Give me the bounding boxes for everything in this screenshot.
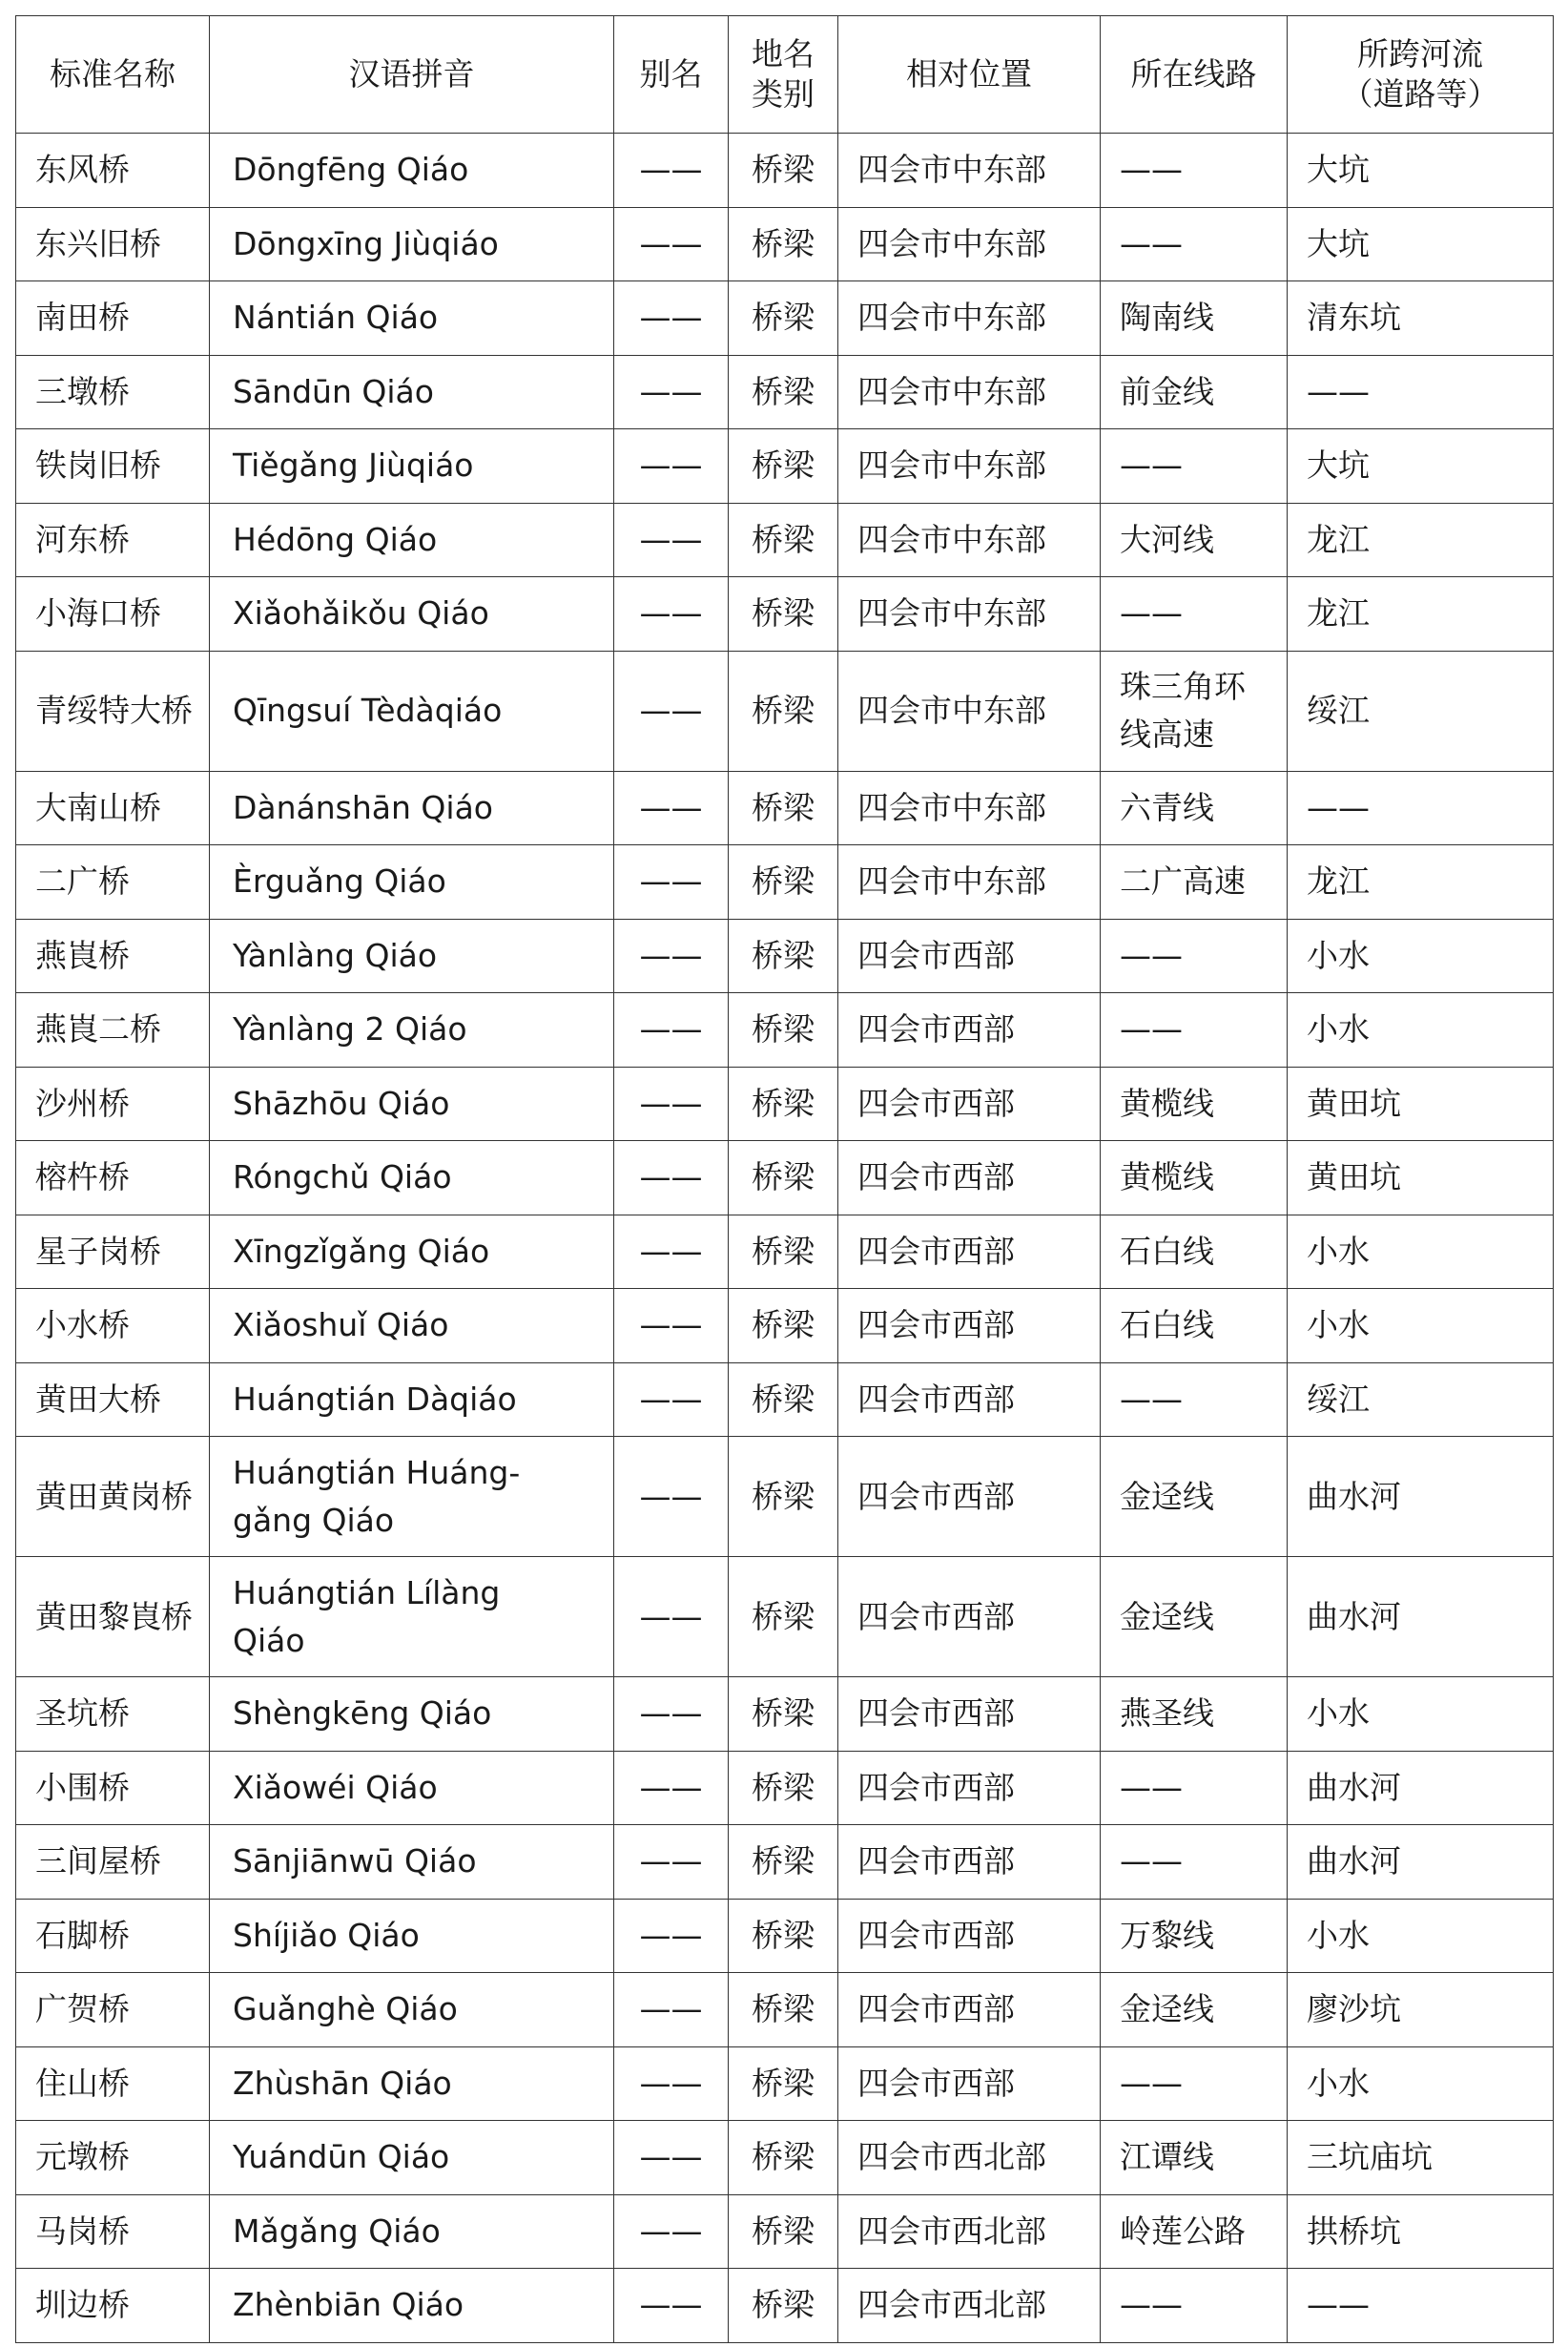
- cell-alias: ——: [614, 1437, 729, 1557]
- cell-standard-name: 二广桥: [16, 845, 210, 920]
- cell-pinyin: Guǎnghè Qiáo: [210, 1973, 614, 2047]
- cell-location: 四会市中东部: [838, 651, 1101, 771]
- table-row: [16, 134, 1554, 208]
- cell-crossing: 曲水河: [1288, 1437, 1554, 1557]
- cell-category: 桥梁: [729, 2121, 838, 2195]
- cell-route: ——: [1101, 1362, 1288, 1437]
- cell-category: 桥梁: [729, 281, 838, 356]
- place-name-table: [15, 15, 1554, 2343]
- cell-alias: ——: [614, 207, 729, 281]
- cell-location: 四会市西部: [838, 1437, 1101, 1557]
- cell-pinyin: Xiǎohǎikǒu Qiáo: [210, 577, 614, 652]
- table-row: [16, 1677, 1554, 1752]
- cell-pinyin: Yànlàng 2 Qiáo: [210, 993, 614, 1068]
- cell-alias: ——: [614, 1677, 729, 1752]
- table-row: [16, 1141, 1554, 1215]
- cell-category: 桥梁: [729, 1215, 838, 1289]
- table-row: [16, 1289, 1554, 1363]
- cell-category: 桥梁: [729, 919, 838, 993]
- cell-standard-name: 大南山桥: [16, 771, 210, 845]
- cell-category: 桥梁: [729, 207, 838, 281]
- cell-alias: ——: [614, 2046, 729, 2121]
- cell-route: 六青线: [1101, 771, 1288, 845]
- table-row: [16, 993, 1554, 1068]
- cell-route: ——: [1101, 577, 1288, 652]
- table-row: [16, 207, 1554, 281]
- cell-crossing: 曲水河: [1288, 1751, 1554, 1825]
- cell-route: ——: [1101, 993, 1288, 1068]
- cell-category: 桥梁: [729, 1751, 838, 1825]
- cell-category: 桥梁: [729, 1677, 838, 1752]
- cell-alias: ——: [614, 993, 729, 1068]
- table-row: [16, 1825, 1554, 1900]
- table-row: [16, 577, 1554, 652]
- cell-crossing: 小水: [1288, 1899, 1554, 1973]
- cell-crossing: 大坑: [1288, 134, 1554, 208]
- cell-pinyin: Sāndūn Qiáo: [210, 355, 614, 429]
- cell-alias: ——: [614, 1825, 729, 1900]
- cell-pinyin: Qīngsuí Tèdàqiáo: [210, 651, 614, 771]
- cell-crossing: 曲水河: [1288, 1557, 1554, 1677]
- cell-alias: ——: [614, 503, 729, 577]
- cell-crossing: 小水: [1288, 993, 1554, 1068]
- cell-crossing: ——: [1288, 2269, 1554, 2343]
- cell-pinyin: Yànlàng Qiáo: [210, 919, 614, 993]
- cell-category: 桥梁: [729, 1362, 838, 1437]
- cell-category: 桥梁: [729, 1289, 838, 1363]
- cell-crossing: 黄田坑: [1288, 1141, 1554, 1215]
- cell-location: 四会市中东部: [838, 355, 1101, 429]
- cell-location: 四会市西部: [838, 2046, 1101, 2121]
- cell-category: 桥梁: [729, 2046, 838, 2121]
- cell-location: 四会市西部: [838, 1677, 1101, 1752]
- cell-alias: ——: [614, 355, 729, 429]
- header-alias: 别名: [614, 16, 729, 134]
- cell-alias: ——: [614, 1557, 729, 1677]
- table-row: [16, 429, 1554, 504]
- cell-pinyin: Dōngfēng Qiáo: [210, 134, 614, 208]
- table-row: [16, 355, 1554, 429]
- cell-crossing: 廖沙坑: [1288, 1973, 1554, 2047]
- cell-crossing: 小水: [1288, 1289, 1554, 1363]
- cell-route: ——: [1101, 2269, 1288, 2343]
- header-crossing: 所跨河流 （道路等）: [1288, 16, 1554, 134]
- header-pinyin: 汉语拼音: [210, 16, 614, 134]
- cell-route: 大河线: [1101, 503, 1288, 577]
- cell-route: ——: [1101, 1825, 1288, 1900]
- cell-category: 桥梁: [729, 2269, 838, 2343]
- cell-route: 二广高速: [1101, 845, 1288, 920]
- cell-alias: ——: [614, 429, 729, 504]
- cell-standard-name: 铁岗旧桥: [16, 429, 210, 504]
- cell-route: 金迳线: [1101, 1557, 1288, 1677]
- cell-category: 桥梁: [729, 993, 838, 1068]
- cell-category: 桥梁: [729, 771, 838, 845]
- cell-standard-name: 小海口桥: [16, 577, 210, 652]
- cell-location: 四会市中东部: [838, 771, 1101, 845]
- cell-standard-name: 黄田黄岗桥: [16, 1437, 210, 1557]
- cell-alias: ——: [614, 919, 729, 993]
- table-row: [16, 919, 1554, 993]
- cell-pinyin: Sānjiānwū Qiáo: [210, 1825, 614, 1900]
- table-row: [16, 2121, 1554, 2195]
- cell-crossing: 龙江: [1288, 845, 1554, 920]
- cell-standard-name: 元墩桥: [16, 2121, 210, 2195]
- cell-category: 桥梁: [729, 651, 838, 771]
- cell-standard-name: 榕杵桥: [16, 1141, 210, 1215]
- header-location: 相对位置: [838, 16, 1101, 134]
- cell-route: ——: [1101, 2046, 1288, 2121]
- table-row: [16, 1973, 1554, 2047]
- cell-location: 四会市中东部: [838, 281, 1101, 356]
- cell-category: 桥梁: [729, 429, 838, 504]
- table-row: [16, 2046, 1554, 2121]
- cell-crossing: 龙江: [1288, 503, 1554, 577]
- cell-pinyin: Dànánshān Qiáo: [210, 771, 614, 845]
- cell-crossing: 小水: [1288, 919, 1554, 993]
- cell-pinyin: Hédōng Qiáo: [210, 503, 614, 577]
- cell-alias: ——: [614, 1973, 729, 2047]
- cell-location: 四会市中东部: [838, 845, 1101, 920]
- cell-category: 桥梁: [729, 577, 838, 652]
- table-row: [16, 1751, 1554, 1825]
- table-row: [16, 503, 1554, 577]
- cell-pinyin: Shèngkēng Qiáo: [210, 1677, 614, 1752]
- cell-category: 桥梁: [729, 1973, 838, 2047]
- cell-alias: ——: [614, 1751, 729, 1825]
- cell-alias: ——: [614, 771, 729, 845]
- cell-standard-name: 河东桥: [16, 503, 210, 577]
- header-route: 所在线路: [1101, 16, 1288, 134]
- cell-location: 四会市中东部: [838, 577, 1101, 652]
- cell-pinyin: Shāzhōu Qiáo: [210, 1067, 614, 1141]
- cell-route: 黄榄线: [1101, 1067, 1288, 1141]
- cell-location: 四会市西部: [838, 1289, 1101, 1363]
- cell-alias: ——: [614, 1362, 729, 1437]
- cell-pinyin: Mǎgǎng Qiáo: [210, 2194, 614, 2269]
- table-row: [16, 1437, 1554, 1557]
- cell-alias: ——: [614, 2121, 729, 2195]
- cell-category: 桥梁: [729, 355, 838, 429]
- cell-category: 桥梁: [729, 1437, 838, 1557]
- cell-pinyin: Xiǎoshuǐ Qiáo: [210, 1289, 614, 1363]
- cell-location: 四会市西北部: [838, 2269, 1101, 2343]
- table-row: [16, 1067, 1554, 1141]
- cell-pinyin: Dōngxīng Jiùqiáo: [210, 207, 614, 281]
- cell-location: 四会市西北部: [838, 2121, 1101, 2195]
- cell-category: 桥梁: [729, 1899, 838, 1973]
- cell-crossing: ——: [1288, 355, 1554, 429]
- cell-alias: ——: [614, 1067, 729, 1141]
- cell-crossing: 黄田坑: [1288, 1067, 1554, 1141]
- cell-crossing: 小水: [1288, 1677, 1554, 1752]
- table-row: [16, 1215, 1554, 1289]
- table-row: [16, 651, 1554, 771]
- cell-location: 四会市西部: [838, 1825, 1101, 1900]
- cell-pinyin: Huángtián Huáng-gǎng Qiáo: [210, 1437, 614, 1557]
- cell-standard-name: 青绥特大桥: [16, 651, 210, 771]
- cell-alias: ——: [614, 845, 729, 920]
- cell-standard-name: 圳边桥: [16, 2269, 210, 2343]
- cell-location: 四会市中东部: [838, 207, 1101, 281]
- header-standard-name: 标准名称: [16, 16, 210, 134]
- cell-route: ——: [1101, 429, 1288, 504]
- cell-location: 四会市西部: [838, 1215, 1101, 1289]
- cell-location: 四会市西部: [838, 993, 1101, 1068]
- cell-location: 四会市西部: [838, 1067, 1101, 1141]
- cell-location: 四会市西部: [838, 1557, 1101, 1677]
- cell-crossing: 大坑: [1288, 429, 1554, 504]
- cell-route: 岭莲公路: [1101, 2194, 1288, 2269]
- cell-standard-name: 广贺桥: [16, 1973, 210, 2047]
- cell-alias: ——: [614, 2269, 729, 2343]
- table-row: [16, 2269, 1554, 2343]
- cell-alias: ——: [614, 281, 729, 356]
- cell-standard-name: 南田桥: [16, 281, 210, 356]
- cell-alias: ——: [614, 1899, 729, 1973]
- cell-standard-name: 三墩桥: [16, 355, 210, 429]
- cell-crossing: 曲水河: [1288, 1825, 1554, 1900]
- cell-route: 金迳线: [1101, 1973, 1288, 2047]
- cell-category: 桥梁: [729, 1825, 838, 1900]
- cell-category: 桥梁: [729, 1067, 838, 1141]
- cell-route: 万黎线: [1101, 1899, 1288, 1973]
- table-row: [16, 1899, 1554, 1973]
- cell-alias: ——: [614, 134, 729, 208]
- cell-route: 江谭线: [1101, 2121, 1288, 2195]
- cell-category: 桥梁: [729, 845, 838, 920]
- cell-standard-name: 黄田黎崀桥: [16, 1557, 210, 1677]
- cell-route: 黄榄线: [1101, 1141, 1288, 1215]
- cell-route: 珠三角环线高速: [1101, 651, 1288, 771]
- cell-standard-name: 小围桥: [16, 1751, 210, 1825]
- cell-pinyin: Èrguǎng Qiáo: [210, 845, 614, 920]
- cell-standard-name: 东兴旧桥: [16, 207, 210, 281]
- cell-pinyin: Huángtián Dàqiáo: [210, 1362, 614, 1437]
- cell-crossing: 小水: [1288, 1215, 1554, 1289]
- table-row: [16, 1362, 1554, 1437]
- header-row: [16, 16, 1554, 134]
- cell-route: ——: [1101, 1751, 1288, 1825]
- cell-crossing: 小水: [1288, 2046, 1554, 2121]
- cell-location: 四会市西部: [838, 1362, 1101, 1437]
- cell-location: 四会市西北部: [838, 2194, 1101, 2269]
- cell-pinyin: Xīngzǐgǎng Qiáo: [210, 1215, 614, 1289]
- cell-pinyin: Shíjiǎo Qiáo: [210, 1899, 614, 1973]
- table-row: [16, 2194, 1554, 2269]
- cell-alias: ——: [614, 1215, 729, 1289]
- cell-location: 四会市中东部: [838, 429, 1101, 504]
- cell-pinyin: Xiǎowéi Qiáo: [210, 1751, 614, 1825]
- cell-alias: ——: [614, 651, 729, 771]
- cell-pinyin: Tiěgǎng Jiùqiáo: [210, 429, 614, 504]
- cell-pinyin: Zhùshān Qiáo: [210, 2046, 614, 2121]
- cell-crossing: 绥江: [1288, 651, 1554, 771]
- cell-category: 桥梁: [729, 134, 838, 208]
- cell-route: 石白线: [1101, 1289, 1288, 1363]
- cell-standard-name: 圣坑桥: [16, 1677, 210, 1752]
- cell-crossing: 三坑庙坑: [1288, 2121, 1554, 2195]
- cell-location: 四会市西部: [838, 1141, 1101, 1215]
- cell-standard-name: 马岗桥: [16, 2194, 210, 2269]
- header-category: 地名 类别: [729, 16, 838, 134]
- cell-standard-name: 小水桥: [16, 1289, 210, 1363]
- cell-route: 陶南线: [1101, 281, 1288, 356]
- cell-alias: ——: [614, 577, 729, 652]
- cell-pinyin: Nántián Qiáo: [210, 281, 614, 356]
- cell-standard-name: 燕崀桥: [16, 919, 210, 993]
- table-row: [16, 1557, 1554, 1677]
- cell-crossing: 大坑: [1288, 207, 1554, 281]
- cell-category: 桥梁: [729, 503, 838, 577]
- table-row: [16, 771, 1554, 845]
- cell-crossing: ——: [1288, 771, 1554, 845]
- cell-route: 石白线: [1101, 1215, 1288, 1289]
- cell-route: ——: [1101, 919, 1288, 993]
- cell-alias: ——: [614, 2194, 729, 2269]
- cell-standard-name: 黄田大桥: [16, 1362, 210, 1437]
- table-row: [16, 845, 1554, 920]
- cell-route: ——: [1101, 207, 1288, 281]
- cell-route: 前金线: [1101, 355, 1288, 429]
- cell-pinyin: Huángtián Lílàng Qiáo: [210, 1557, 614, 1677]
- cell-standard-name: 东风桥: [16, 134, 210, 208]
- cell-standard-name: 燕崀二桥: [16, 993, 210, 1068]
- cell-standard-name: 沙州桥: [16, 1067, 210, 1141]
- cell-location: 四会市西部: [838, 1899, 1101, 1973]
- cell-standard-name: 三间屋桥: [16, 1825, 210, 1900]
- cell-crossing: 龙江: [1288, 577, 1554, 652]
- cell-category: 桥梁: [729, 2194, 838, 2269]
- cell-location: 四会市中东部: [838, 134, 1101, 208]
- cell-route: ——: [1101, 134, 1288, 208]
- cell-pinyin: Zhènbiān Qiáo: [210, 2269, 614, 2343]
- cell-standard-name: 石脚桥: [16, 1899, 210, 1973]
- cell-location: 四会市西部: [838, 1751, 1101, 1825]
- cell-crossing: 清东坑: [1288, 281, 1554, 356]
- cell-pinyin: Yuándūn Qiáo: [210, 2121, 614, 2195]
- cell-alias: ——: [614, 1141, 729, 1215]
- cell-location: 四会市中东部: [838, 503, 1101, 577]
- cell-location: 四会市西部: [838, 1973, 1101, 2047]
- cell-standard-name: 星子岗桥: [16, 1215, 210, 1289]
- cell-standard-name: 住山桥: [16, 2046, 210, 2121]
- cell-route: 燕圣线: [1101, 1677, 1288, 1752]
- cell-category: 桥梁: [729, 1557, 838, 1677]
- table-row: [16, 281, 1554, 356]
- cell-crossing: 绥江: [1288, 1362, 1554, 1437]
- cell-category: 桥梁: [729, 1141, 838, 1215]
- cell-crossing: 拱桥坑: [1288, 2194, 1554, 2269]
- cell-pinyin: Róngchǔ Qiáo: [210, 1141, 614, 1215]
- cell-alias: ——: [614, 1289, 729, 1363]
- cell-route: 金迳线: [1101, 1437, 1288, 1557]
- cell-location: 四会市西部: [838, 919, 1101, 993]
